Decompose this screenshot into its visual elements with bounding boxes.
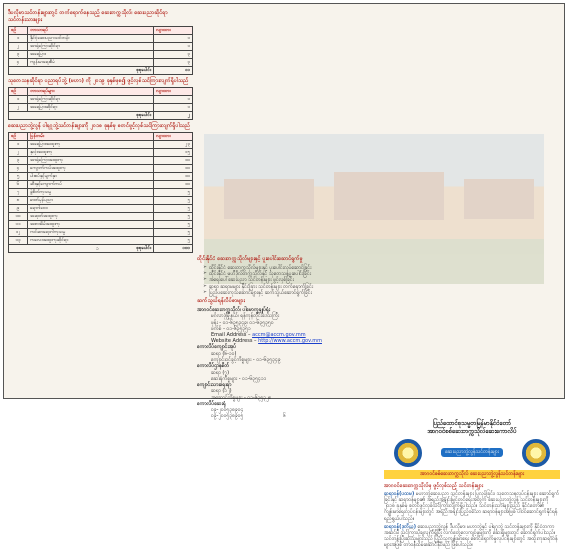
total-value: ၂ bbox=[154, 112, 193, 120]
contact-line: ၀၉-၂၀၀၅၃၈၉၀၄ bbox=[211, 407, 244, 414]
total-row bbox=[9, 245, 193, 253]
table-row bbox=[9, 96, 193, 104]
row-quota: ၅ bbox=[154, 197, 193, 205]
row-subject: အရေပြား bbox=[28, 51, 154, 59]
page-number: ၁ bbox=[96, 246, 99, 252]
row-subject: အရေပြားအထူးကု bbox=[28, 141, 154, 149]
section-title: သုတေသနဆိုင်ရာ ပညာရပ်ဘွဲ့ (မဟာ) ကို ၂၀၁၉ ခုနှစ်မှစ၍ ဖွင့်လှစ်သင်ကြားလျက်ရှိပါသည် bbox=[8, 78, 189, 84]
row-quota: ၃ bbox=[154, 51, 193, 59]
brochure-spread bbox=[3, 3, 565, 549]
col-header: စဉ် bbox=[9, 88, 28, 96]
cover-panel bbox=[384, 420, 560, 549]
email-link[interactable]: accm@accm.gov.mm bbox=[252, 332, 306, 339]
address-line: ဖက်စ် - ၀၁-၆၃၅၃၅၁ bbox=[211, 325, 251, 332]
row-number: ၈ bbox=[9, 197, 28, 205]
table-row bbox=[9, 43, 193, 51]
total-value: ၁၀၀ bbox=[154, 245, 193, 253]
table-row bbox=[9, 35, 193, 43]
contact-line: ဆရာ (၇) bbox=[211, 369, 230, 376]
left-panel bbox=[8, 10, 193, 253]
row-quota: ၅ bbox=[154, 221, 193, 229]
table-row bbox=[9, 197, 193, 205]
table-row bbox=[9, 205, 193, 213]
total-value: ၁၁ bbox=[154, 67, 193, 75]
row-number: ၉ bbox=[9, 205, 28, 213]
contact-intro: အာဂဝင်ဆေးတက္ကသိုလ်၊ ပါမောက္ခချုပ်ရုံး bbox=[197, 307, 271, 314]
table-row bbox=[9, 141, 193, 149]
bullet-item: ➢ ထိုင်းနိုင်ငံ မဟီဒိုလ်တက္ကသိုလ်နှင့် သုတေသနပူးပေါင်းခြင်း bbox=[203, 271, 380, 277]
row-number: ၄ bbox=[9, 165, 28, 173]
table-row bbox=[9, 104, 193, 112]
total-label: စုစုပေါင်း bbox=[9, 245, 154, 253]
row-quota: ၅ bbox=[154, 237, 193, 245]
paragraph bbox=[384, 524, 560, 549]
masters-table bbox=[8, 87, 193, 120]
contact-line: ကျောင်းဝင်ခွင့်ကိစ္စများ - ၀၁-၆၃၅၃၄၉ bbox=[211, 357, 281, 364]
row-number: ၆ bbox=[9, 181, 28, 189]
table-row bbox=[9, 59, 193, 67]
page-number: ၆ bbox=[283, 412, 286, 419]
website-label: Website Address – bbox=[211, 338, 257, 345]
row-quota: ၁၀ bbox=[154, 173, 193, 181]
total-row bbox=[9, 112, 193, 120]
row-subject: အာရုံကြောဆိုင်ရာ bbox=[28, 96, 154, 104]
middle-panel bbox=[197, 256, 380, 420]
table-row bbox=[9, 173, 193, 181]
col-header: စဉ် bbox=[9, 133, 28, 141]
row-number: ၂ bbox=[9, 149, 28, 157]
row-quota: ၁ bbox=[154, 43, 193, 51]
row-quota: ၁၀ bbox=[154, 181, 193, 189]
row-quota: ၁၀ bbox=[154, 157, 193, 165]
row-subject: အာရုံကြောဆိုင်ရာ bbox=[28, 43, 154, 51]
contact-label: ကျောင်းသားရေးရာ bbox=[197, 382, 232, 389]
row-subject: ကျောက်ကပ်အထူးကု bbox=[28, 165, 154, 173]
row-number: ၅ bbox=[9, 173, 28, 181]
row-number: ၁၃ bbox=[9, 237, 28, 245]
row-number: ၇ bbox=[9, 189, 28, 197]
paragraph bbox=[384, 491, 560, 522]
row-subject: ရောဂါဗေဒ bbox=[28, 205, 154, 213]
doctorate-table bbox=[8, 132, 193, 253]
bullet-list bbox=[197, 265, 380, 296]
bullet-item: ➢ အရေးပေါ်ဆေးပညာ သင်တန်းများ ဖွင့်လှစ်ခြင်း bbox=[203, 277, 380, 283]
row-subject: ကင်ဆာရောဂါကုသမှု bbox=[28, 229, 154, 237]
row-number: ၃ bbox=[9, 51, 28, 59]
website-link[interactable]: http://www.accm.gov.mm bbox=[258, 338, 322, 345]
row-number: ၁ bbox=[9, 96, 28, 104]
header-title-2: အာဂဝင်စစ်ဆေးတက္ကသိုလ်ဆေးကောလိပ် bbox=[427, 427, 517, 435]
total-label: စုစုပေါင်း bbox=[9, 67, 154, 75]
total-label: စုစုပေါင်း bbox=[9, 112, 154, 120]
row-subject: ဆီးနှင့်ကျောက်ကပ် bbox=[28, 181, 154, 189]
row-number: ၂ bbox=[9, 43, 28, 51]
row-subject: နှလုံးအထူးကု bbox=[28, 149, 154, 157]
table-row bbox=[9, 149, 193, 157]
contact-label: ကောလိပ်ဌာနစိတ် bbox=[197, 363, 230, 370]
table-row bbox=[9, 189, 193, 197]
row-quota: ၅ bbox=[154, 189, 193, 197]
row-quota: ၅ bbox=[154, 205, 193, 213]
row-number: ၁ bbox=[9, 35, 28, 43]
row-quota: ၁၀ bbox=[154, 165, 193, 173]
bullet-item: ➢ ထိုင်းနိုင်ငံ ဆေးတက္ကသိုလ်များနှင့် ပူးပေါင်းလုပ်ဆောင်ခြင်း bbox=[203, 265, 380, 271]
row-subject: ပါးစပ်နှင့်မျက်နှာ bbox=[28, 173, 154, 181]
program-banner-2: အာဂဝင်စစ်ဆေးတက္ကသိုလ် ဆေးပညာဘွဲ့လွန်သင်တန်းများ bbox=[384, 470, 560, 479]
row-subject: ဓာတ်မှန်ပညာ bbox=[28, 197, 154, 205]
table-row bbox=[9, 157, 193, 165]
row-quota: ၅ bbox=[154, 229, 193, 237]
row-number: ၁ bbox=[9, 141, 28, 149]
paragraph-text: ဆေးပညာဘွဲ့လွန် ဒီပလိုမာ၊ မဟာဘွဲ့နှင့် ပါရဂူဘွဲ့ သင်တန်းများကို နိုင်ငံတကာအဆင့်မီ သင်ကြားပို့ချလျက်ရှိပြီး လက်တွေ့လေ့ကျင့်မှုများကို ဆေးရုံများတွင် ဆောင်ရွက်ပါသည်။ သင်တန်းပြီးဆုံးသူများသည် ပြည်သူ့ကျန်းမာရေး စောင့်ရှောက်မှုလုပ်ငန်းများတွင် အထူးကုဆရာဝန်များအဖြစ် တာဝန်ထမ်းဆောင်နိုင်မည် ဖြစ်ပါသည်။ bbox=[384, 523, 558, 549]
paragraph-text: မဟာဘွဲ့ဆေးပညာ သင်တန်းများ ပြုလုပ်ခြင်း၊ သုတေသနလုပ်ငန်းများ ဆောင်ရွက်ခြင်းနှင့် ဆရာဝန်များ၏ အရည်အချင်းမြှင့်တင်ရေးအတွက် ဆေးပညာဘွဲ့လွန် သင်တန်းများကို ၂၀၁၈ ခုနှစ်မှ စတင်ဖွင့်လှစ်သင်ကြားလျက်ရှိပါသည်။ သင်တန်းသားများသည် နိုင်ငံတော်၏ ကျန်းမာရေးလုပ်ငန်းများတွင် အရည်အချင်းပြည့်ဝသော ဆရာဝန်များအဖြစ် ပါဝင်ဆောင်ရွက်နိုင်ရန် ရည်ရွယ်ပါသည်။ bbox=[384, 490, 560, 522]
contact-list bbox=[197, 344, 380, 419]
university-logo-icon bbox=[394, 439, 422, 467]
section-title: ထိုင်းနိုင်ငံ ဆေးတက္ကသိုလ်များနှင့် ပူးပေါင်းဆောင်ရွက်မှု bbox=[197, 256, 303, 262]
diploma-table bbox=[8, 26, 193, 75]
row-number: ၄ bbox=[9, 59, 28, 67]
section-title: အာဂဝင်ဆေးတက္ကသိုလ်မှ ဖွင့်လှစ်သည့် သင်တန်းများ bbox=[384, 482, 484, 489]
row-quota: ၁ bbox=[154, 104, 193, 112]
row-subject: နိုင်ငံ့ဆေးပညာသင်တန်း bbox=[28, 35, 154, 43]
row-number: ၁၂ bbox=[9, 229, 28, 237]
total-row bbox=[9, 67, 193, 75]
row-quota: ၃ bbox=[154, 59, 193, 67]
col-header: ပြန်တမ်း bbox=[28, 133, 154, 141]
table-row bbox=[9, 229, 193, 237]
college-logo-icon bbox=[522, 439, 550, 467]
contact-line: ဆေးရုံကိစ္စများ - ၀၁-၆၃၅၄၁၁ bbox=[211, 375, 267, 382]
col-header: လျာထား bbox=[154, 88, 193, 96]
row-quota: ၁ bbox=[154, 96, 193, 104]
row-subject: အဆုတ်အထူးကု bbox=[28, 213, 154, 221]
row-subject: အစာအိမ်အထူးကု bbox=[28, 221, 154, 229]
address-block bbox=[197, 313, 380, 332]
section-title: ဒီပလိုမာသင်တန်းများတွင် တက်ရောက်နေသည့် ဆေးတက္ကသိုလ်၊ ဆေးပညာဆိုင်ရာ သင်တန်းသားများ bbox=[8, 10, 168, 23]
row-quota: ၁၅ bbox=[154, 149, 193, 157]
row-number: ၃ bbox=[9, 157, 28, 165]
table-row bbox=[9, 221, 193, 229]
program-banner: ဆေးပညာဘွဲ့လွန်သင်တန်းများ bbox=[441, 448, 503, 457]
address-line: ဖုန်း - ၀၁-၆၃၅၃၄၉၊ ၀၁-၆၃၅၃၅၀ bbox=[211, 319, 274, 326]
col-header: လျာထား bbox=[154, 27, 193, 35]
subheading: ဆရာဝန်(ပထမ) bbox=[384, 490, 415, 497]
table-row bbox=[9, 51, 193, 59]
row-quota: ၅ bbox=[154, 213, 193, 221]
table-row bbox=[9, 237, 193, 245]
address-line: မင်္ဂလာဒုံမြို့နယ်၊ ရန်ကုန်တိုင်းဒေသကြီး bbox=[211, 313, 280, 320]
table-row bbox=[9, 165, 193, 173]
row-subject: ကလေးအထူးကုဆိုင်ရာ bbox=[28, 237, 154, 245]
row-subject: အာရုံကြောအထူးကု bbox=[28, 157, 154, 165]
row-subject: အရေပြားဆိုင်ရာ bbox=[28, 104, 154, 112]
col-header: စဉ် bbox=[9, 27, 28, 35]
col-header: ဘာသာရပ် bbox=[28, 27, 154, 35]
bullet-item: ➢ ပြည်ပဆေးကုသဆောင်များနှင့် ဆက်သွယ်ဆောင်ရွက်ခြင်း bbox=[203, 290, 380, 296]
contact-line: ဆရာ (၆-၁၀) bbox=[211, 350, 237, 357]
email-label: Email Address – bbox=[211, 332, 251, 339]
row-number: ၂ bbox=[9, 104, 28, 112]
col-header: လျာထား bbox=[154, 133, 193, 141]
contact-label: ကောလိပ်ဆေးရုံ bbox=[197, 400, 226, 407]
table-row bbox=[9, 213, 193, 221]
section-title: ဆက်သွယ်ရန်လိပ်စာများ bbox=[197, 298, 245, 305]
contact-label: ကောလိပ်ကျောင်းအုပ် bbox=[197, 344, 237, 351]
row-quota: ၂၃ bbox=[154, 141, 193, 149]
subheading: ဆရာဝန်(ဒုတိယ) bbox=[384, 523, 417, 530]
table-row bbox=[9, 181, 193, 189]
section-title: ဆေးပညာဘွဲ့လွန် ပါရဂူဘွဲ့သင်တန်းများကို ၂၀၁၈ ခုနှစ်မှ စတင်ဖွင့်လှစ်သင်ကြားလျက်ရှိပါသည် bbox=[8, 123, 190, 129]
contact-line: ဆရာ (၁၂) bbox=[211, 388, 232, 395]
row-quota: ၁ bbox=[154, 35, 193, 43]
row-number: ၁၁ bbox=[9, 221, 28, 229]
bullet-item: ➢ ဆရာ ဆရာမများ နိုင်ငံခြား သင်တန်းများ တက်ရောက်ခြင်း bbox=[203, 284, 380, 290]
col-header: ဘာသာရပ်များ bbox=[28, 88, 154, 96]
row-subject: ကျန်းမာရေးစီမံ bbox=[28, 59, 154, 67]
contact-line: ၀၉-၂၀၀၅၃၈၉၀၅ bbox=[211, 413, 244, 420]
header-title-1: ပြည်ထောင်စုသမ္မတမြန်မာနိုင်ငံတော် bbox=[432, 419, 512, 427]
logo-row bbox=[394, 439, 550, 467]
row-number: ၁၀ bbox=[9, 213, 28, 221]
contact-line: အဆောင်ကိစ္စများ - ၀၁-၆၃၅၃၂၈ bbox=[211, 394, 272, 401]
row-subject: ခွဲစိတ်ကုသမှု bbox=[28, 189, 154, 197]
